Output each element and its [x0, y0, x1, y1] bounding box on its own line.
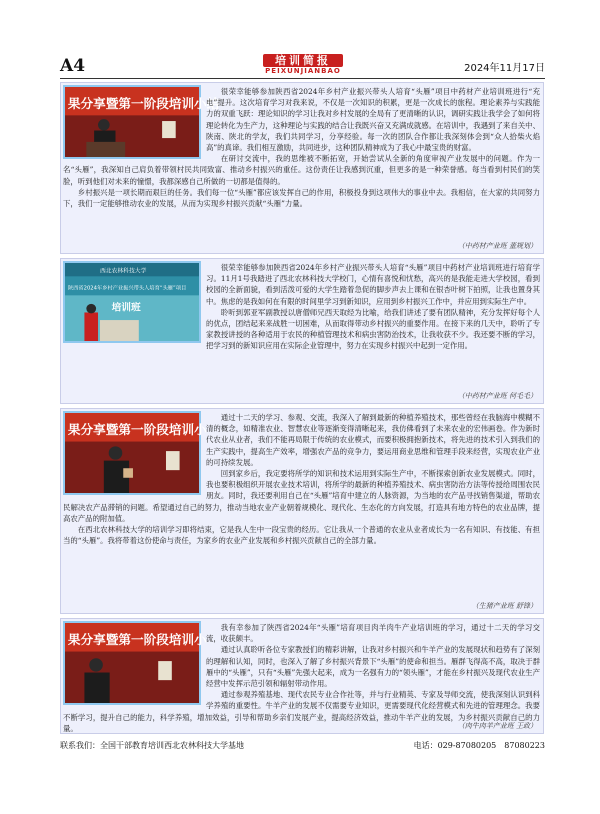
banner-text: 果分享暨第一阶段培训小结	[67, 95, 220, 111]
paragraph: 我有幸参加了陕西省2024年“头雁”培育项目肉羊肉牛产业培训班的学习，通过十二天的学习交流，收获颇丰。	[206, 623, 540, 644]
footer-phone: 电话：029-87080205 87080223	[413, 741, 545, 750]
article-4-author: （肉牛肉羊产业班 王政）	[457, 722, 537, 730]
article-4-body	[63, 622, 540, 734]
paragraph: 聆听到郭亚军副教授以唐僧师兄西天取经为比喻，给我们讲述了要有团队精神，充分发挥好每个人的优点，团结起来来战胜一切困难，从而取得带动乡村振兴的重要作用。在接下来的几天中，聆听了专家教授讲授的各种适用于农民的种植管理技术和病虫害防治技术，让我收获不少。我还要不断的学习，把学习到的新知识应用在实际企业管理中，努力在实现乡村振兴中起到一定作用。	[206, 307, 540, 351]
article-4	[60, 618, 544, 734]
training-class-text: 培训班	[111, 302, 141, 314]
article-3	[60, 408, 544, 614]
banner-text: 果分享暨第一阶段培训小	[67, 422, 207, 437]
masthead	[263, 54, 343, 76]
paragraph: 回到家乡后，我定要将所学的知识和技术运用到实际生产中，不断探索创新农业发展模式。同时，我也要积极组织开展农业技术培训，将所学的最新的种植养殖技术、病虫害防治方法等传授给周围农民朋友。同时，我还要利用自己在“头雁”培育中建立的人脉资源，为当地的农产品寻找销售渠道，帮助农民解决农产品滞销的问题。希望通过自己的努力，推动当地农业产业朝着规模化、现代化、生态化的方向发展，打造具有地方特色的农业品牌，提高农产品的附加值。	[63, 469, 540, 523]
article-2-body	[63, 262, 540, 352]
project-subtitle-text: 陕西省2024年乡村产业振兴带头人培育“头雁”项目	[67, 285, 187, 292]
masthead-pinyin: PEIXUNJIANBAO	[265, 67, 341, 75]
article-2-author: （中药材产业班 何毛毛）	[457, 392, 537, 400]
paragraph: 通过十二天的学习、参观、交流，我深入了解到最新的种植养殖技术，那些曾经在我脑海中模糊不清的概念，如精准农业、智慧农业等逐渐变得清晰起来，我仿佛看到了未来农业的宏伟画卷。作为新时代农业从业者，我们不能再局限于传统的农业模式，而要积极拥抱新技术，将先进的技术引入到我们的生产实践中，提高生产效率，增强农产品的竞争力，要运用商业思维和管理手段来经营，实现农业产业的可持续发展。	[206, 413, 540, 467]
paragraph: 在研讨交流中，我的思维被不断拓宽，开始尝试从全新的角度审视产业发展中的问题。作为一名“头雁”，我深知自己肩负着带领村民共同致富、推动乡村振兴的重任。这份责任让我感到沉重，但更多的是一种荣誉感。每当看到村民们的笑脸，听到他们对未来的憧憬，我都深感自己所做的一切都是值得的。	[63, 154, 540, 186]
page-number: A4	[60, 56, 86, 76]
footer-contact: 联系我们：全国干部教育培训西北农林科技大学基地	[60, 741, 244, 750]
masthead-title: 培训简报	[263, 54, 343, 67]
paragraph: 通过认真聆听各位专家教授们的精彩讲解，让我对乡村振兴和牛羊产业的发展现状和趋势有了深刻的理解和认知，同时，也深入了解了乡村振兴背景下“头雁”的使命和担当。雁群飞得高不高，取决于群雁中的“头雁”，只有“头雁”先强大起来，成为一名强有力的“领头雁”，才能在乡村振兴及现代农业生产经营中发挥示范引领和辐射带动作用。	[206, 645, 540, 689]
article-1-author: （中药材产业班 董规划）	[457, 242, 537, 250]
header-rule	[60, 78, 545, 79]
school-name-text: 西北农林科技大学	[99, 268, 147, 275]
article-3-author: （生猪产业班 舒锋）	[471, 602, 537, 610]
article-1	[60, 82, 544, 254]
page-header	[60, 56, 545, 78]
paragraph: 很荣幸能够参加陕西省2024年乡村产业振兴带头人培育“头雁”项目中药材产业培训班进行培育学习。11月1号我踏进了西北农林科技大学校门，心情有喜悦和忧愁，高兴的是我能走进大学校园，看到校园的全新面貌，看到活泼可爱的大学生踏着急促的脚步声去上课和在银杏叶树下拍照，让我也置身其中。焦虑的是我如何在有限的时间里学习到新知识，应用到乡村振兴工作中，并应用到实际生产中。	[206, 263, 540, 306]
paragraph: 乡村振兴是一项长期而艰巨的任务。我们每一位“头雁”都应该发挥自己的作用，积极投身到这项伟大的事业中去。我相信，在大家的共同努力下，我们一定能够推动农业的发展，从而为实现乡村振兴贡献“头雁”力量。	[63, 187, 540, 209]
paragraph: 在西北农林科技大学的培训学习即将结束，它是我人生中一段宝贵的经历。它让我从一个普通的农业从业者成长为一名有知识、有技能、有担当的“头雁”。我将带着这份使命与责任，为家乡的农业产业发展和乡村振兴贡献自己的全部力量。	[63, 525, 540, 546]
issue-date: 2024年11月17日	[464, 63, 545, 74]
article-1-body	[63, 86, 540, 209]
article-2	[60, 258, 544, 404]
paragraph: 通过参观养殖基地、现代农民专业合作社等，并与行业精英、专家及导师交流，使我深刻认识到科学养殖的重要性。牛羊产业的发展不仅需要专业知识，更需要现代化经营模式和先进的管理理念。我要不断学习，提升自己的能力，科学养殖，增加效益，引导和帮助乡亲们发展产业，提高经济效益，推动牛羊产业的发展，为乡村振兴贡献自己的力量。	[63, 690, 540, 733]
paragraph: 很荣幸能够参加陕西省2024年乡村产业振兴带头人培育“头雁”项目中药材产业培训班进行“充电”提升。这次培育学习对我来说，不仅是一次知识的积累，更是一次成长的旅程。理论素养与实践能力的双重飞跃：理论知识的学习让我对乡村发展的全局有了更清晰的认识，调研实践让我学会了如何将理论转化为生产力，这种理论与实践的结合让我既兴奋又充满成就感。在培训中，我遇到了来自关中、陕南、陕北的学友，我们共同学习，分享经验。每一次的团队合作都让我深刻体会到“众人拾柴火焰高”的真谛。我们相互激励，共同进步，这种团队精神成为了我心中最宝贵的财富。	[206, 87, 540, 153]
article-3-body	[63, 412, 540, 546]
banner-text: 果分享暨第一阶段培训小	[67, 632, 207, 647]
